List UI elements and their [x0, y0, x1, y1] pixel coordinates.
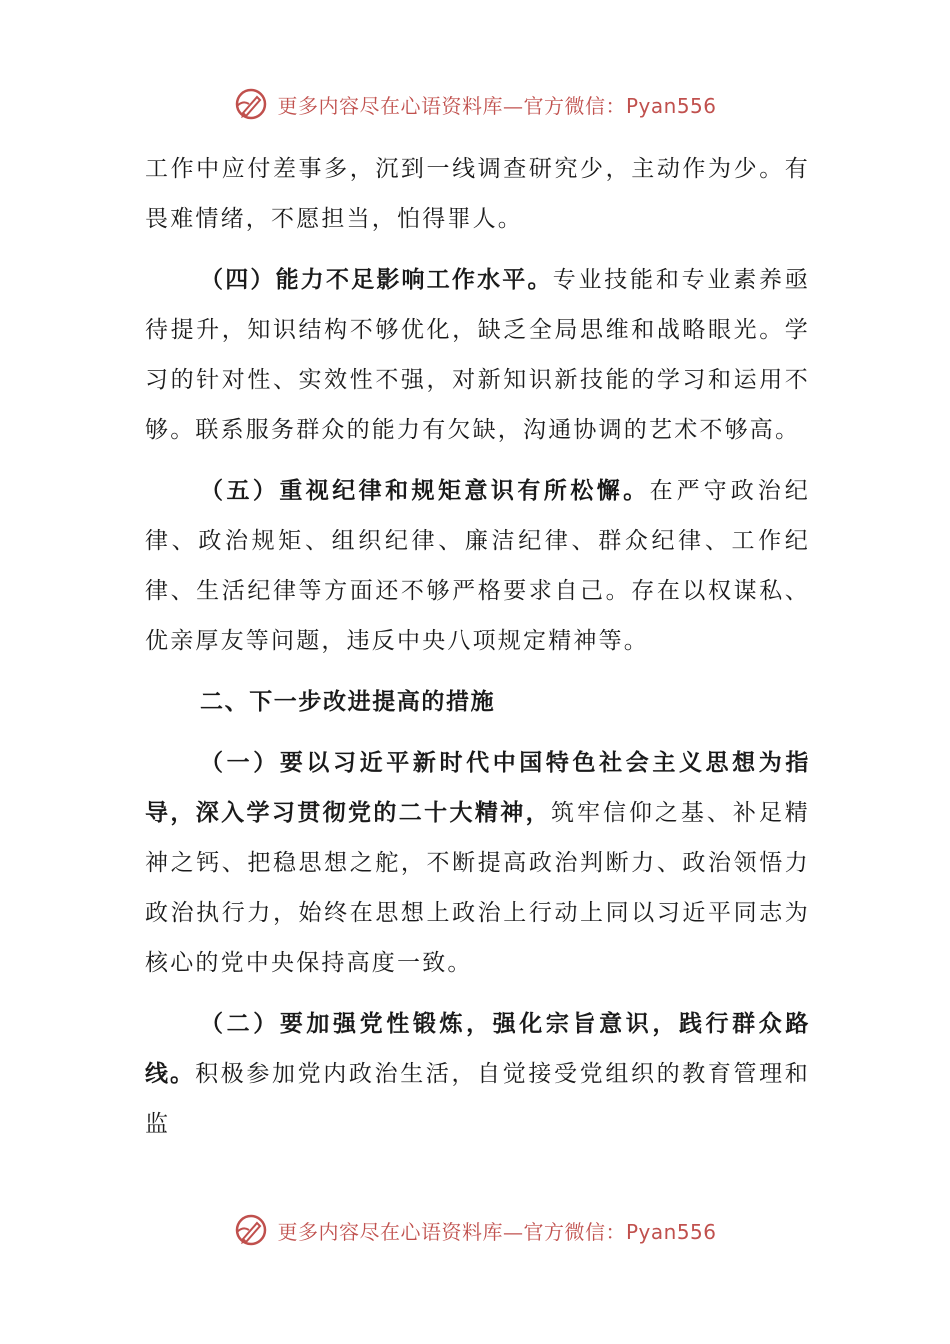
- paragraph-heading: （二）要加强党性锻炼，强化宗旨意识，践行群众路线。: [145, 1011, 810, 1087]
- paragraph-measure-1: [145, 738, 810, 988]
- banner-label: 更多内容尽在心语资料库—官方微信：: [277, 93, 626, 118]
- paragraph-text: 积极参加党内政治生活，自觉接受党组织的教育管理和监: [145, 1061, 810, 1137]
- paragraph-heading: （一）要以习近平新时代中国特色社会主义思想为指导，深入学习贯彻党的二十大精神，: [145, 750, 810, 826]
- section-heading: [145, 677, 810, 727]
- paragraph-heading: （四）能力不足影响工作水平。: [200, 267, 553, 293]
- paragraph-continuation: [145, 144, 810, 244]
- document-body: [145, 144, 810, 1149]
- paragraph-item-4: [145, 255, 810, 455]
- wechat-id: Pyan556: [625, 1219, 717, 1244]
- banner-text: [277, 90, 716, 119]
- paragraph-text: 筑牢信仰之基、补足精神之钙、把稳思想之舵，不断提高政治判断力、政治领悟力政治执行力，始终在思想上政治上行动上同以习近平同志为核心的党中央保持高度一致。: [145, 800, 810, 976]
- pen-logo-icon: [233, 1212, 269, 1248]
- banner-label: 更多内容尽在心语资料库—官方微信：: [277, 1219, 626, 1244]
- header-banner: [0, 84, 950, 124]
- paragraph-heading: （五）重视纪律和规矩意识有所松懈。: [200, 478, 650, 504]
- section-title: 二、下一步改进提高的措施: [200, 689, 496, 715]
- paragraph-text: 在严守政治纪律、政治规矩、组织纪律、廉洁纪律、群众纪律、工作纪律、生活纪律等方面还不够严格要求自己。存在以权谋私、优亲厚友等问题，违反中央八项规定精神等。: [145, 478, 811, 654]
- banner-text: [277, 1216, 716, 1245]
- paragraph-text: 工作中应付差事多，沉到一线调查研究少，主动作为少。有畏难情绪，不愿担当，怕得罪人。: [145, 156, 810, 232]
- paragraph-measure-2: [145, 999, 810, 1149]
- footer-banner: [0, 1210, 950, 1250]
- paragraph-item-5: [145, 466, 810, 666]
- wechat-id: Pyan556: [625, 93, 717, 118]
- paragraph-text: 专业技能和专业素养亟待提升，知识结构不够优化，缺乏全局思维和战略眼光。学习的针对性、实效性不强，对新知识新技能的学习和运用不够。联系服务群众的能力有欠缺，沟通协调的艺术不够高。: [145, 267, 811, 443]
- pen-logo-icon: [233, 86, 269, 122]
